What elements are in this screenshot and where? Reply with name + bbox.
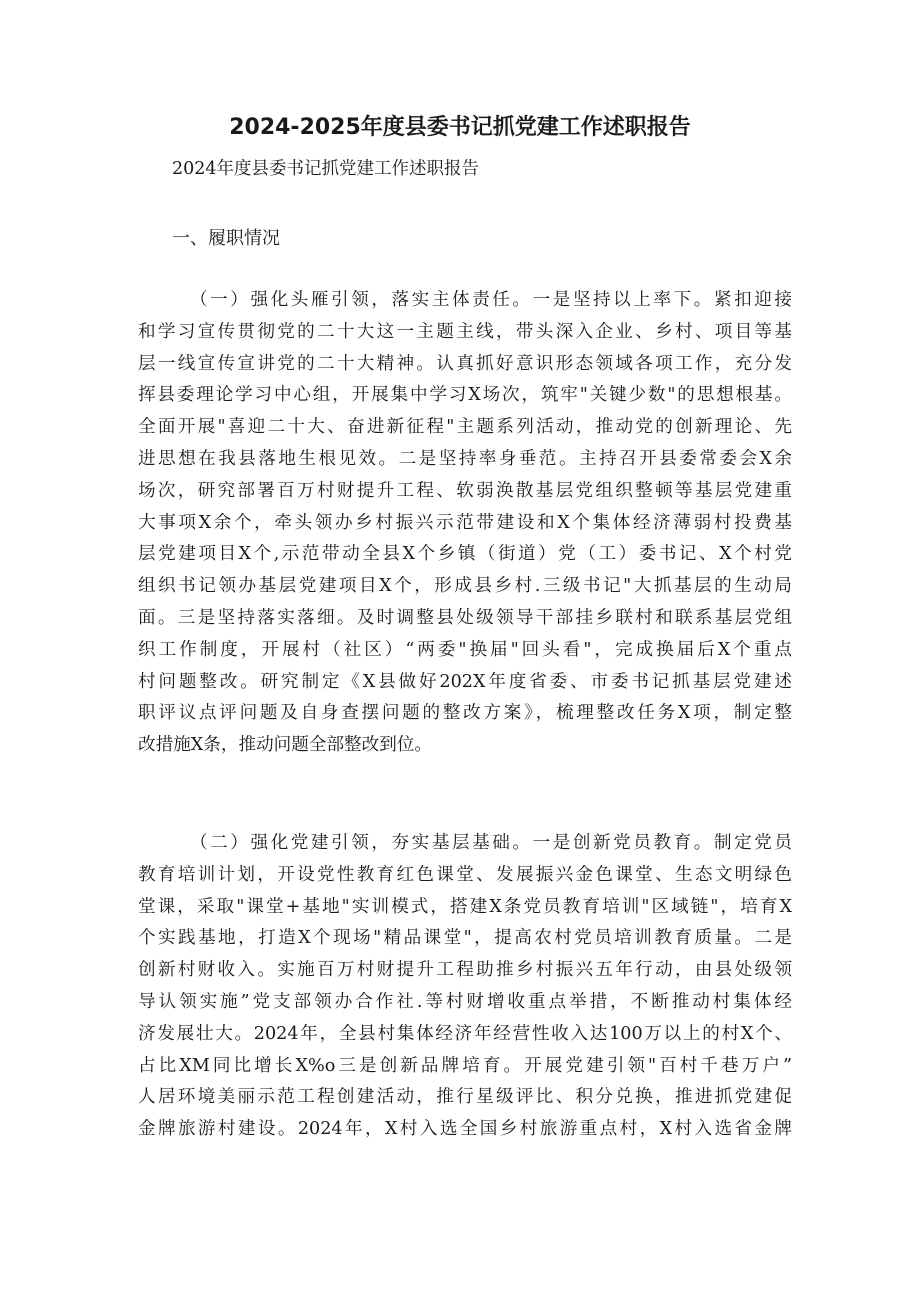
paragraph-line: 层党建项目X个,示范带动全县X个乡镇（街道）党（工）委书记、X个村党: [138, 544, 792, 565]
paragraph-line: 全面开展"喜迎二十大、奋进新征程"主题系列活动，推动党的创新理论、先: [138, 417, 792, 438]
paragraph-line: 大事项X余个，牵头领办乡村振兴示范带建设和X个集体经济薄弱村投费基: [138, 512, 792, 533]
paragraph-line: 职评议点评问题及自身查摆问题的整改方案》，梳理整改任务X项，制定整: [138, 703, 792, 724]
paragraph-line: 村问题整改。研究制定《X县做好202X年度省委、市委书记抓基层党建述: [138, 671, 792, 692]
paragraph-line: 金牌旅游村建设。2024年，X村入选全国乡村旅游重点村，X村入选省金牌: [138, 1119, 792, 1140]
paragraph-line: 组织书记领办基层党建项目X个，形成县乡村.三级书记"大抓基层的生动局: [138, 576, 792, 597]
paragraph-line: 济发展壮大。2024年，全县村集体经济年经营性收入达100万以上的村X个、: [138, 1023, 792, 1044]
paragraph-line: （二）强化党建引领，夯实基层基础。一是创新党员教育。制定党员: [190, 833, 792, 853]
paragraph-line: 挥县委理论学习中心组，开展集中学习X场次，筑牢"关键少数"的思想根基。: [138, 385, 792, 406]
section-heading: 一、履职情况: [172, 228, 280, 249]
paragraph-line: 面。三是坚持落实落细。及时调整县处级领导干部挂乡联村和联系基层党组: [138, 607, 792, 628]
paragraph-line: 进思想在我县落地生根见效。二是坚持率身垂范。主持召开县委常委会X余: [138, 448, 792, 469]
document-subtitle: 2024年度县委书记抓党建工作述职报告: [172, 159, 480, 179]
paragraph-line: 创新村财收入。实施百万村财提升工程助推乡村振兴五年行动，由县处级领: [138, 960, 792, 981]
paragraph-line: 层一线宣传宣讲党的二十大精神。认真抓好意识形态领域各项工作，充分发: [138, 353, 792, 374]
paragraph-line: 场次，研究部署百万村财提升工程、软弱涣散基层党组织整顿等基层党建重: [138, 480, 792, 501]
paragraph-line: （一）强化头雁引领，落实主体责任。一是坚持以上率下。紧扣迎接: [190, 290, 792, 310]
paragraph-line: 导认领实施”党支部领办合作社.等村财增收重点举措，不断推动村集体经: [138, 991, 792, 1012]
document-title: 2024-2025年度县委书记抓党建工作述职报告: [229, 115, 691, 140]
paragraph-line: 改措施X条，推动问题全部整改到位。: [138, 735, 433, 756]
paragraph-2: [138, 828, 792, 1146]
paragraph-line: 占比XM同比增长X%o三是创新品牌培育。开展党建引领"百村千巷万户”: [138, 1055, 792, 1076]
paragraph-line: 和学习宣传贯彻党的二十大这一主题主线，带头深入企业、乡村、项目等基: [138, 321, 792, 342]
paragraph-line: 教育培训计划，开设党性教育红色课堂、发展振兴金色课堂、生态文明绿色: [138, 864, 792, 885]
paragraph-line: 个实践基地，打造X个现场"精品课堂"，提高农村党员培训教育质量。二是: [138, 928, 792, 949]
paragraph-line: 织工作制度，开展村（社区）“两委"换届"回头看"，完成换届后X个重点: [138, 639, 792, 660]
paragraph-line: 人居环境美丽示范工程创建活动，推行星级评比、积分兑换，推进抓党建促: [138, 1087, 792, 1108]
paragraph-line: 堂课，采取"课堂+基地"实训模式，搭建X条党员教育培训"区域链"，培育X: [138, 896, 792, 917]
paragraph-1: [138, 285, 792, 762]
